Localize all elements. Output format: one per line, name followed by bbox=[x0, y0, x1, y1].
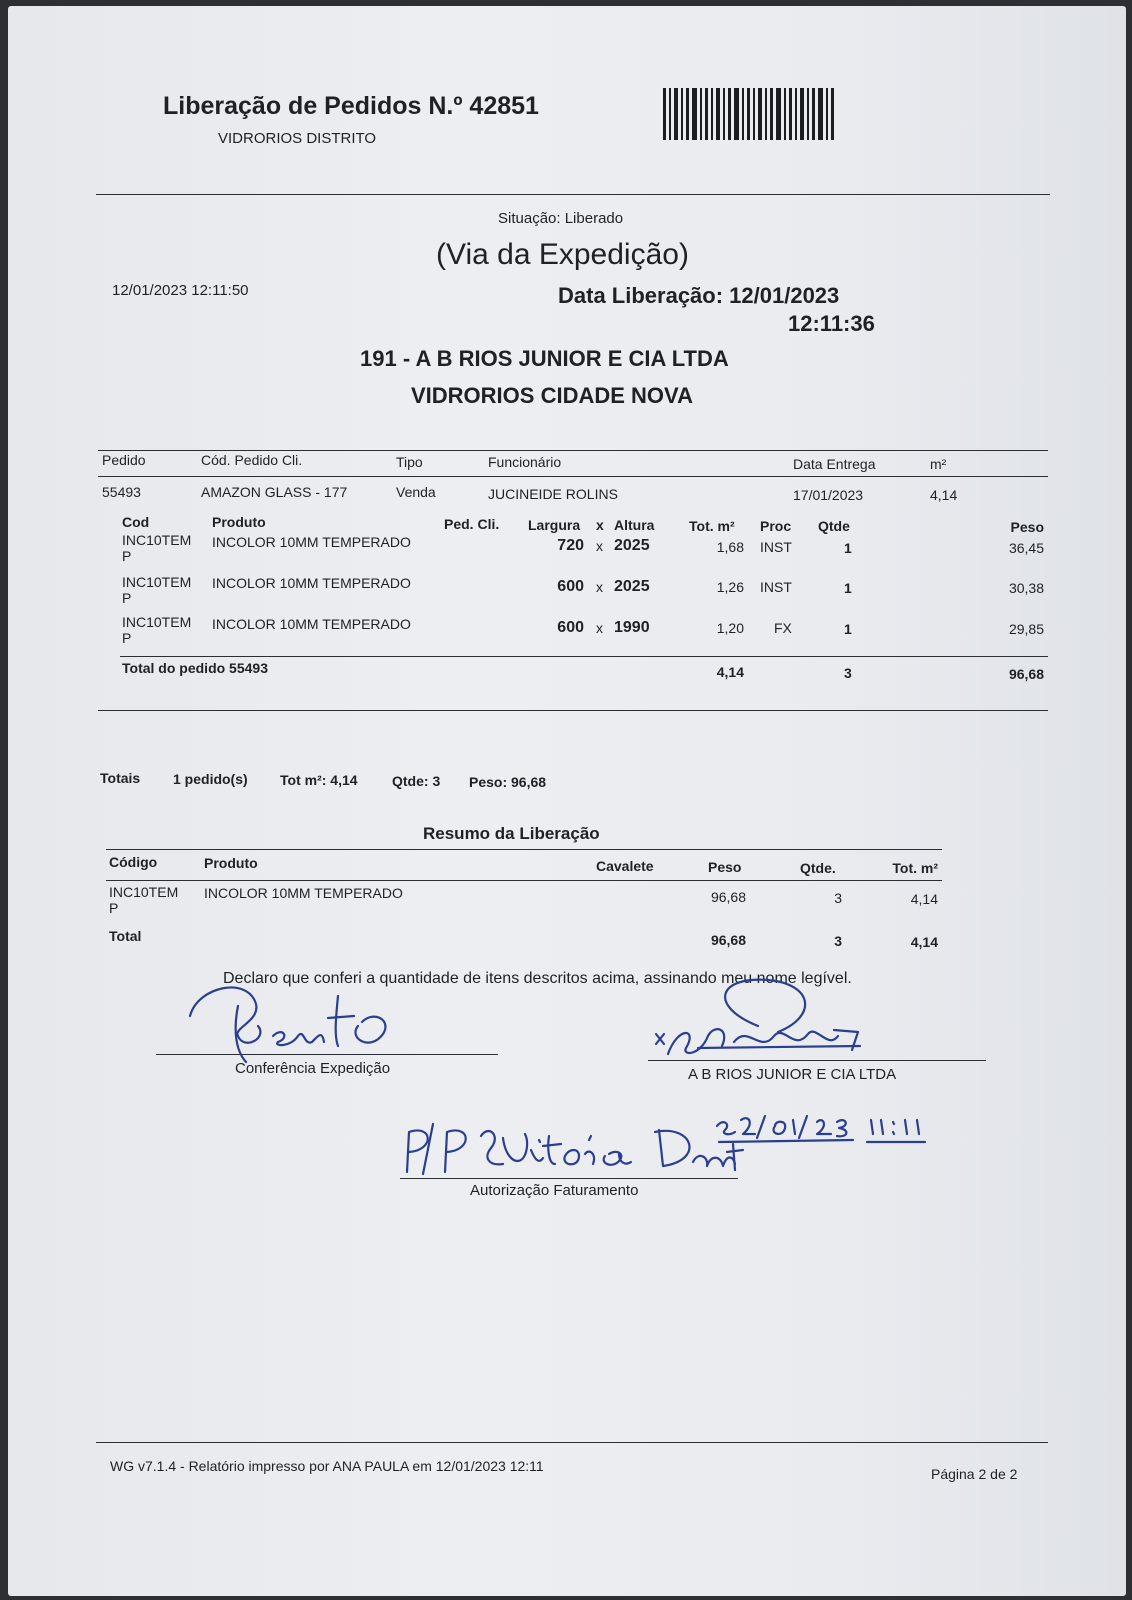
resumo-col-cavalete-header: Cavalete bbox=[596, 858, 654, 874]
item-tot-m2: 1,20 bbox=[716, 620, 744, 636]
item-cod-suffix: P bbox=[122, 590, 132, 606]
resumo-total-qtde: 3 bbox=[834, 933, 842, 949]
order-pedido: 55493 bbox=[102, 484, 141, 500]
col-largura-header: Largura bbox=[528, 517, 581, 533]
items-total-peso: 96,68 bbox=[1008, 666, 1044, 682]
item-produto: INCOLOR 10MM TEMPERADO bbox=[212, 534, 411, 550]
header-divider bbox=[96, 194, 1050, 195]
client-signature-label: A B RIOS JUNIOR E CIA LTDA bbox=[688, 1066, 897, 1083]
col-qtde-header: Qtde bbox=[818, 518, 850, 534]
resumo-produto: INCOLOR 10MM TEMPERADO bbox=[204, 885, 403, 901]
resumo-peso: 96,68 bbox=[710, 889, 746, 905]
col-tot-m2-header: Tot. m² bbox=[689, 518, 735, 534]
col-ped-cli-header: Ped. Cli. bbox=[444, 516, 500, 532]
document-page bbox=[8, 6, 1126, 1596]
resumo-total-label: Total bbox=[109, 928, 142, 944]
resumo-tot-m2: 4,14 bbox=[910, 891, 938, 907]
col-altura-header: Altura bbox=[614, 517, 655, 533]
resumo-codigo: INC10TEM bbox=[109, 884, 179, 900]
col-produto-header: Produto bbox=[212, 514, 266, 530]
declaration-text: Declaro que conferi a quantidade de itens descritos acima, assinando meu nome legível. bbox=[223, 970, 852, 987]
item-produto: INCOLOR 10MM TEMPERADO bbox=[212, 575, 411, 591]
item-cod-suffix: P bbox=[122, 630, 132, 646]
item-altura: 1990 bbox=[614, 619, 650, 636]
col-pedido-header: Pedido bbox=[102, 452, 146, 468]
totais-qtde: Qtde: 3 bbox=[392, 773, 441, 789]
col-x-header: x bbox=[596, 517, 604, 533]
item-peso: 30,38 bbox=[1008, 580, 1044, 596]
item-cod: INC10TEM bbox=[122, 532, 192, 548]
client-name: 191 - A B RIOS JUNIOR E CIA LTDA bbox=[360, 346, 729, 371]
item-altura: 2025 bbox=[614, 578, 650, 595]
handwritten-date-ink bbox=[713, 1106, 953, 1146]
order-funcionario: JUCINEIDE ROLINS bbox=[488, 486, 618, 502]
item-cod: INC10TEM bbox=[122, 574, 192, 590]
item-produto: INCOLOR 10MM TEMPERADO bbox=[212, 616, 411, 632]
printed-datetime: 12/01/2023 12:11:50 bbox=[112, 282, 249, 299]
item-cod: INC10TEM bbox=[122, 614, 192, 630]
col-cod-pedido-cli-header: Cód. Pedido Cli. bbox=[201, 452, 303, 468]
order-m2: 4,14 bbox=[930, 487, 958, 503]
col-cod-header: Cod bbox=[122, 514, 150, 530]
item-x: x bbox=[596, 620, 603, 636]
resumo-col-produto-header: Produto bbox=[204, 855, 258, 871]
item-qtde: 1 bbox=[844, 540, 852, 556]
order-cod-pedido-cli: AMAZON GLASS - 177 bbox=[201, 484, 348, 500]
resumo-total-tot-m2: 4,14 bbox=[910, 934, 938, 950]
item-peso: 36,45 bbox=[1008, 540, 1044, 556]
items-total-label: Total do pedido 55493 bbox=[122, 660, 268, 676]
item-proc: FX bbox=[774, 620, 792, 636]
situacao-text: Situação: Liberado bbox=[498, 210, 624, 227]
item-qtde: 1 bbox=[844, 621, 852, 637]
order-tipo: Venda bbox=[396, 484, 436, 500]
items-total-border bbox=[120, 656, 1048, 657]
data-liberacao: Data Liberação: 12/01/2023 bbox=[558, 283, 840, 308]
totais-peso: Peso: 96,68 bbox=[469, 774, 547, 790]
resumo-qtde: 3 bbox=[834, 890, 842, 906]
col-peso-header: Peso bbox=[1010, 519, 1044, 535]
item-largura: 600 bbox=[557, 578, 584, 595]
item-proc: INST bbox=[760, 579, 792, 595]
items-total-tot-m2: 4,14 bbox=[716, 664, 744, 680]
col-m2-header: m² bbox=[930, 456, 947, 472]
col-tipo-header: Tipo bbox=[396, 454, 423, 470]
item-proc: INST bbox=[760, 539, 792, 555]
resumo-col-qtde-header: Qtde. bbox=[800, 860, 836, 876]
totais-pedidos: 1 pedido(s) bbox=[173, 771, 248, 787]
resumo-col-tot-m2-header: Tot. m² bbox=[892, 860, 938, 876]
conferencia-label: Conferência Expedição bbox=[235, 1060, 391, 1077]
autorizacao-label: Autorização Faturamento bbox=[470, 1182, 639, 1199]
resumo-header-border bbox=[106, 880, 942, 881]
document-title: Liberação de Pedidos N.º 42851 bbox=[163, 92, 539, 120]
resumo-title: Resumo da Liberação bbox=[423, 824, 600, 843]
item-largura: 600 bbox=[557, 619, 584, 636]
barcode bbox=[663, 88, 835, 140]
resumo-col-peso-header: Peso bbox=[708, 859, 742, 875]
col-funcionario-header: Funcionário bbox=[488, 454, 562, 470]
footer-page-number: Página 2 de 2 bbox=[931, 1466, 1018, 1482]
via-title: (Via da Expedição) bbox=[436, 238, 689, 271]
resumo-top-border bbox=[106, 849, 942, 850]
footer-divider bbox=[96, 1442, 1048, 1443]
item-cod-suffix: P bbox=[122, 548, 132, 564]
signature-autorizacao-ink bbox=[393, 1114, 753, 1180]
col-data-entrega-header: Data Entrega bbox=[793, 456, 876, 472]
item-x: x bbox=[596, 538, 603, 554]
item-x: x bbox=[596, 579, 603, 595]
item-tot-m2: 1,26 bbox=[716, 579, 744, 595]
footer-report-info: WG v7.1.4 - Relatório impresso por ANA PAULA em 12/01/2023 12:11 bbox=[110, 1458, 544, 1474]
signature-conferencia-ink bbox=[178, 976, 408, 1066]
totais-tot-m2: Tot m²: 4,14 bbox=[280, 772, 358, 788]
item-largura: 720 bbox=[557, 537, 584, 554]
item-tot-m2: 1,68 bbox=[716, 539, 744, 555]
order-table-top-border bbox=[98, 450, 1048, 451]
data-liberacao-time: 12:11:36 bbox=[788, 311, 875, 336]
item-qtde: 1 bbox=[844, 580, 852, 596]
resumo-col-codigo-header: Código bbox=[109, 854, 158, 870]
item-peso: 29,85 bbox=[1008, 621, 1044, 637]
resumo-codigo-suffix: P bbox=[109, 900, 119, 916]
resumo-total-peso: 96,68 bbox=[710, 932, 746, 948]
order-table-header-border bbox=[98, 476, 1048, 477]
order-table-bottom-border bbox=[98, 710, 1048, 711]
totais-label: Totais bbox=[100, 770, 141, 786]
client-branch: VIDRORIOS CIDADE NOVA bbox=[411, 383, 693, 408]
item-altura: 2025 bbox=[614, 537, 650, 554]
company-name: VIDRORIOS DISTRITO bbox=[218, 130, 377, 147]
col-proc-header: Proc bbox=[760, 518, 792, 534]
order-data-entrega: 17/01/2023 bbox=[793, 487, 864, 503]
items-total-qtde: 3 bbox=[844, 665, 852, 681]
signature-client-ink bbox=[638, 966, 868, 1066]
